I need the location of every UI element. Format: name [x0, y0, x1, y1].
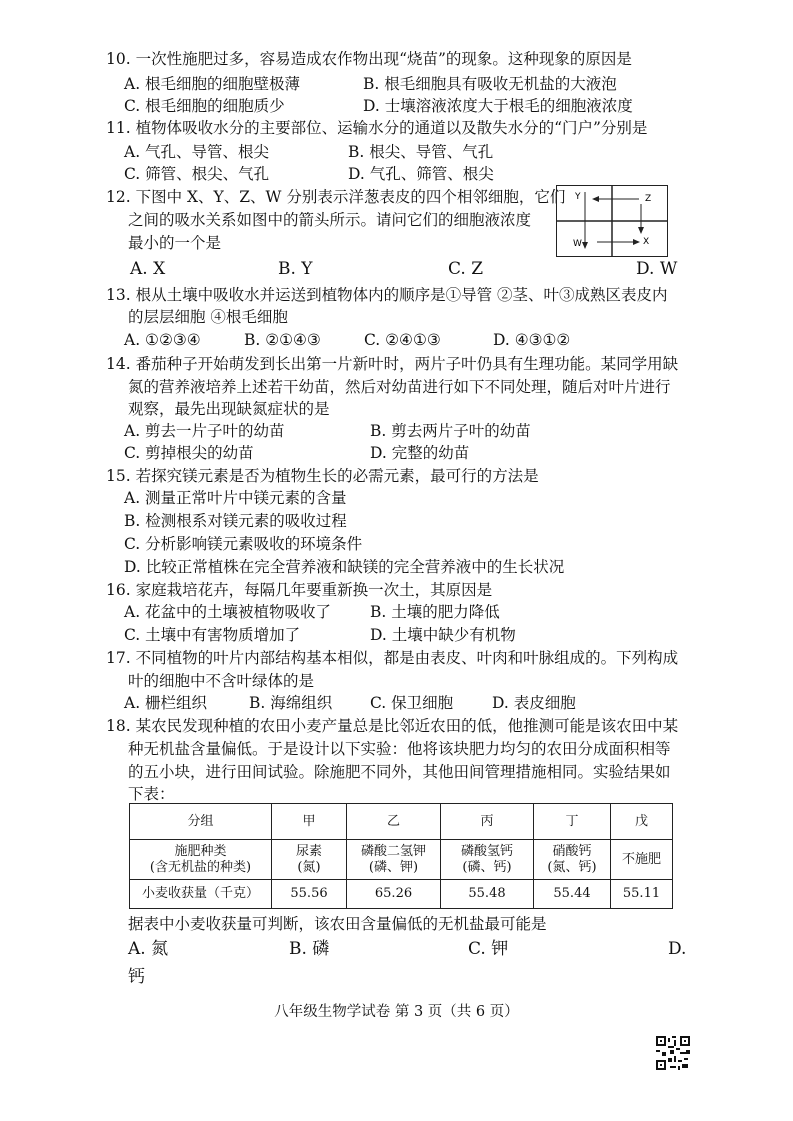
q18-line2: 种无机盐含量偏低。于是设计以下实验：他将该块肥力均匀的农田分成面积相等	[128, 740, 671, 758]
q10-option-b: B. 根毛细胞具有吸收无机盐的大液泡	[363, 75, 617, 93]
q18-option-b: B. 磷	[289, 939, 330, 959]
q18-after-table: 据表中小麦收获量可判断，该农田含量偏低的无机盐最可能是	[128, 915, 547, 933]
table-row-fertilizer	[130, 840, 673, 880]
label-y: Y	[575, 192, 581, 202]
q17-option-b: B. 海绵组织	[249, 694, 333, 712]
row-label	[130, 840, 272, 880]
header-cell: 分组	[130, 804, 272, 840]
q10-stem: 10. 一次性施肥过多，容易造成农作物出现“烧苗”的现象。这种现象的原因是	[106, 50, 632, 68]
table-cell: 55.44	[534, 880, 611, 909]
fert-element: (氮)	[297, 859, 321, 875]
q12-option-b: B. Y	[278, 259, 313, 279]
q18-option-c: C. 钾	[468, 939, 509, 959]
q18-line4: 下表：	[128, 785, 175, 803]
q11-option-b: B. 根尖、导管、气孔	[348, 143, 494, 161]
q13-option-a: A. ①②③④	[124, 331, 201, 349]
q12-option-a: A. X	[130, 259, 166, 279]
q14-option-d: D. 完整的幼苗	[370, 444, 470, 462]
q16-option-a: A. 花盆中的土壤被植物吸收了	[124, 603, 332, 621]
q12-line3: 最小的一个是	[128, 234, 222, 252]
q14-line2: 氮的营养液培养上述若干幼苗，然后对幼苗进行如下不同处理，随后对叶片进行	[128, 378, 671, 396]
q14-option-c: C. 剪掉根尖的幼苗	[124, 444, 254, 462]
q13-option-b: B. ②①④③	[244, 331, 321, 349]
table-cell: 55.48	[441, 880, 534, 909]
q18-option-d: D.	[668, 939, 687, 959]
q10-option-a: A. 根毛细胞的细胞壁极薄	[124, 75, 301, 93]
q16-option-b: B. 土壤的肥力降低	[370, 603, 500, 621]
q17-option-a: A. 栅栏组织	[124, 694, 208, 712]
label-w: W	[573, 239, 582, 249]
header-cell: 丁	[534, 804, 611, 840]
q13-line2: 的层层细胞 ④根毛细胞	[128, 308, 288, 326]
cell-diagram	[556, 185, 668, 257]
table-cell	[534, 840, 611, 880]
q11-option-d: D. 气孔、筛管、根尖	[348, 165, 494, 183]
fert-name: 磷酸二氢钾	[360, 843, 426, 859]
q17-option-c: C. 保卫细胞	[370, 694, 454, 712]
fert-element: (磷、钙)	[462, 859, 512, 875]
q15-option-d: D. 比较正常植株在完全营养液和缺镁的完全营养液中的生长状况	[124, 558, 565, 576]
fert-name: 尿素	[295, 843, 322, 859]
q12-line1: 12. 下图中 X、Y、Z、W 分别表示洋葱表皮的四个相邻细胞，它们	[106, 188, 566, 206]
q13-option-d: D. ④③①②	[493, 331, 571, 349]
q14-line3: 观察，最先出现缺氮症状的是	[128, 400, 330, 418]
fert-element: (磷、钾)	[368, 859, 419, 875]
table-cell: 55.11	[611, 880, 673, 909]
q10-option-d: D. 士壤溶液浓度大于根毛的细胞液浓度	[363, 97, 633, 115]
fert-element: (氮、钙)	[547, 859, 597, 875]
q15-option-a: A. 测量正常叶片中镁元素的含量	[124, 489, 347, 507]
header-cell: 丙	[441, 804, 534, 840]
header-cell: 甲	[272, 804, 347, 840]
q15-stem: 15. 若探究镁元素是否为植物生长的必需元素，最可行的方法是	[106, 467, 539, 485]
row-label-line: (含无机盐的种类)	[149, 859, 252, 875]
table-cell	[347, 840, 441, 880]
q18-line1: 18. 某农民发现种植的农田小麦产量总是比邻近农田的低，他推测可能是该农田中某	[106, 717, 679, 735]
table-cell	[611, 840, 673, 880]
q15-option-c: C. 分析影响镁元素吸收的环境条件	[124, 535, 363, 553]
q11-option-a: A. 气孔、导管、根尖	[124, 143, 270, 161]
label-x: X	[643, 237, 650, 247]
page-footer: 八年级生物学试卷 第 3 页（共 6 页）	[274, 1004, 519, 1020]
header-cell: 乙	[347, 804, 441, 840]
q12-line2: 之间的吸水关系如图中的箭头所示。请问它们的细胞液浓度	[128, 211, 532, 229]
table-header-row	[130, 804, 673, 840]
q16-option-d: D. 土壤中缺少有机物	[370, 626, 516, 644]
q12-option-d: D. W	[636, 259, 678, 279]
q14-line1: 14. 番茄种子开始萌发到长出第一片新叶时，两片子叶仍具有生理功能。某同学用缺	[106, 355, 679, 373]
table-cell	[441, 840, 534, 880]
q14-option-b: B. 剪去两片子叶的幼苗	[370, 422, 531, 440]
q14-option-a: A. 剪去一片子叶的幼苗	[124, 422, 285, 440]
q18-line3: 的五小块，进行田间试验。除施肥不同外，其他田间管理措施相同。实验结果如	[128, 763, 671, 781]
q18-option-d-text: 钙	[128, 967, 145, 987]
q17-line1: 17. 不同植物的叶片内部结构基本相似，都是由表皮、叶肉和叶脉组成的。下列构成	[106, 649, 679, 667]
experiment-table	[129, 803, 673, 909]
q12-option-c: C. Z	[448, 259, 484, 279]
header-cell: 戊	[611, 804, 673, 840]
table-cell: 55.56	[272, 880, 347, 909]
q16-stem: 16. 家庭栽培花卉，每隔几年要重新换一次土，其原因是	[106, 581, 493, 599]
table-cell: 65.26	[347, 880, 441, 909]
q17-line2: 叶的细胞中不含叶绿体的是	[128, 672, 315, 690]
q11-option-c: C. 筛管、根尖、气孔	[124, 165, 270, 183]
q15-option-b: B. 检测根系对镁元素的吸收过程	[124, 512, 347, 530]
fert-name: 磷酸氢钙	[460, 843, 513, 859]
q10-option-c: C. 根毛细胞的细胞质少	[124, 97, 285, 115]
q17-option-d: D. 表皮细胞	[492, 694, 576, 712]
table-row-yield	[130, 880, 673, 909]
q18-option-a: A. 氮	[128, 939, 169, 959]
q13-option-c: C. ②④①③	[364, 331, 441, 349]
label-z: Z	[645, 194, 652, 204]
row-label: 小麦收获量（千克）	[130, 880, 272, 909]
cell-diagram-svg	[557, 186, 667, 256]
q11-stem: 11. 植物体吸收水分的主要部位、运输水分的通道以及散失水分的“门户”分别是	[106, 119, 648, 137]
fert-name: 硝酸钙	[552, 843, 592, 859]
q16-option-c: C. 土壤中有害物质增加了	[124, 626, 301, 644]
row-label-line: 施肥种类	[174, 843, 227, 859]
table-cell	[272, 840, 347, 880]
qr-code-icon	[656, 1036, 690, 1070]
q13-line1: 13. 根从土壤中吸收水并运送到植物体内的顺序是①导管 ②茎、叶③成熟区表皮内	[106, 286, 668, 304]
fert-name: 不施肥	[621, 851, 661, 867]
